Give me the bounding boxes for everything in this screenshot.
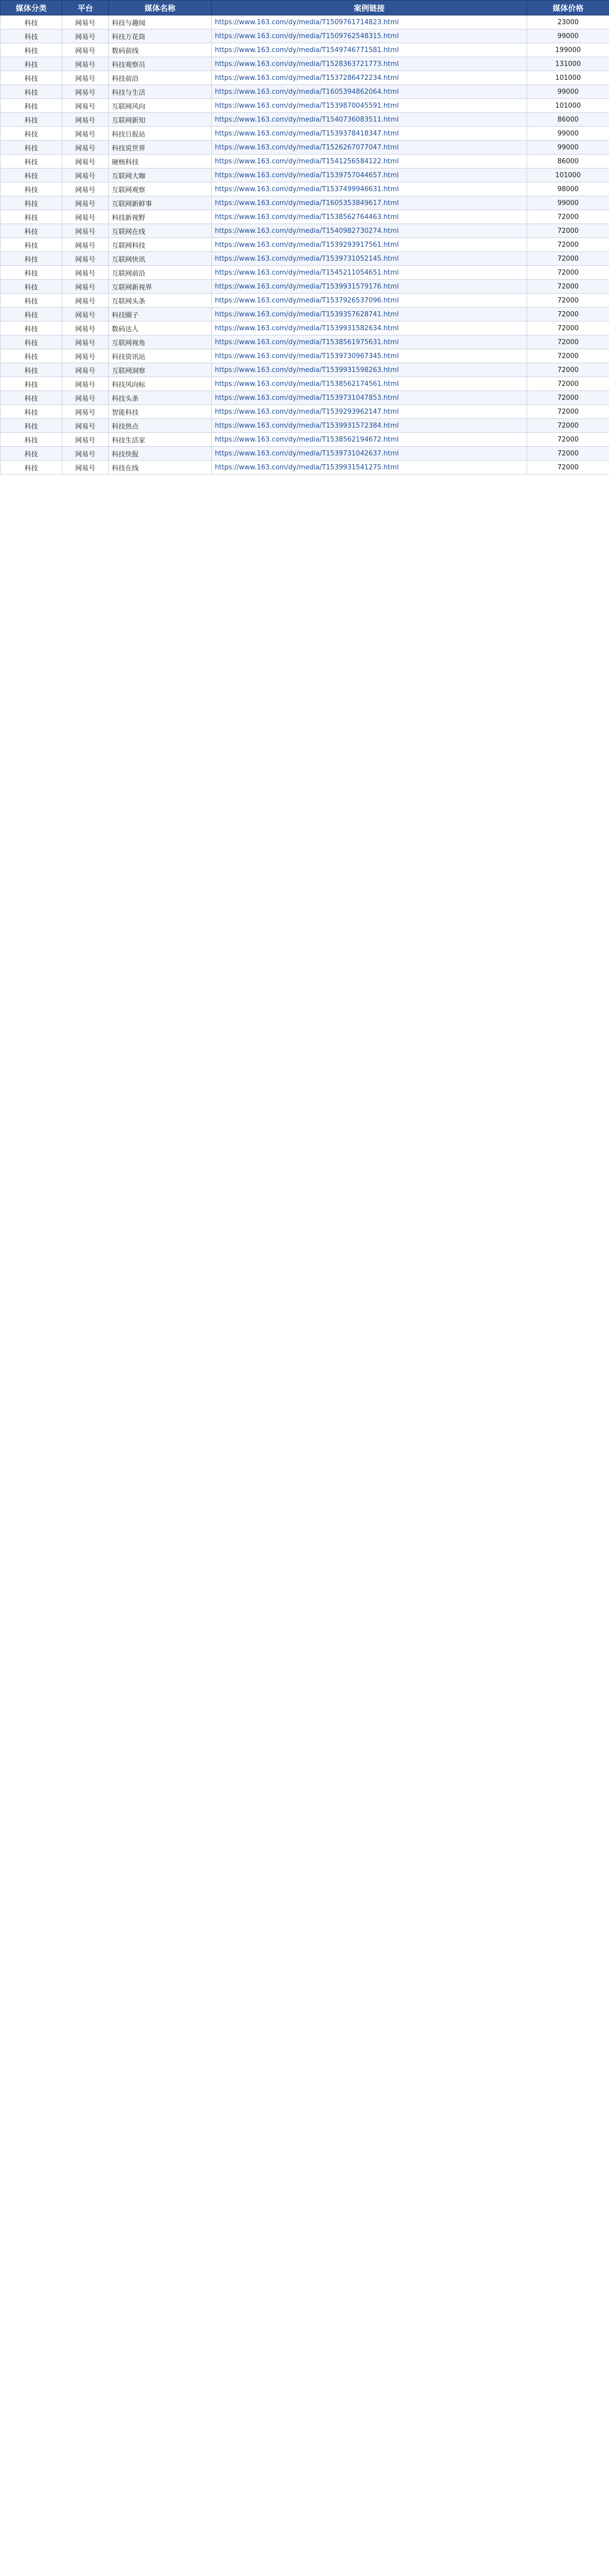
cell-platform[interactable]: 网易号 — [62, 113, 109, 127]
cell-case-link[interactable]: https://www.163.com/dy/media/T1539730967345.html — [212, 349, 527, 363]
cell-case-link[interactable]: https://www.163.com/dy/media/T1545211054651.html — [212, 266, 527, 280]
cell-category[interactable]: 科技 — [1, 266, 62, 280]
cell-case-link[interactable]: https://www.163.com/dy/media/T1539293917561.html — [212, 238, 527, 252]
cell-media-name[interactable]: 互联网头条 — [109, 294, 212, 308]
cell-price[interactable]: 99000 — [527, 196, 609, 210]
table-row — [1, 419, 609, 433]
cell-media-name[interactable]: 科技快报 — [109, 447, 212, 461]
cell-price[interactable]: 72000 — [527, 308, 609, 321]
cell-category[interactable]: 科技 — [1, 280, 62, 294]
cell-media-name[interactable]: 数码达人 — [109, 321, 212, 335]
cell-category[interactable]: 科技 — [1, 15, 62, 29]
cell-price[interactable]: 72000 — [527, 377, 609, 391]
cell-case-link[interactable]: https://www.163.com/dy/media/T1539931582634.html — [212, 321, 527, 335]
cell-platform[interactable]: 网易号 — [62, 141, 109, 155]
cell-category[interactable]: 科技 — [1, 321, 62, 335]
cell-platform[interactable]: 网易号 — [62, 252, 109, 266]
table-row — [1, 266, 609, 280]
cell-case-link[interactable]: https://www.163.com/dy/media/T1539731052145.html — [212, 252, 527, 266]
cell-case-link[interactable]: https://www.163.com/dy/media/T1526267077047.html — [212, 141, 527, 155]
cell-price[interactable]: 72000 — [527, 294, 609, 308]
cell-price[interactable]: 86000 — [527, 155, 609, 168]
cell-media-name[interactable]: 互联网在线 — [109, 224, 212, 238]
cell-category[interactable]: 科技 — [1, 71, 62, 85]
cell-platform[interactable]: 网易号 — [62, 210, 109, 224]
cell-platform[interactable]: 网易号 — [62, 363, 109, 377]
cell-platform[interactable]: 网易号 — [62, 168, 109, 182]
cell-price[interactable]: 101000 — [527, 71, 609, 85]
cell-case-link[interactable]: https://www.163.com/dy/media/T1549746771581.html — [212, 43, 527, 57]
cell-platform[interactable]: 网易号 — [62, 155, 109, 168]
cell-category[interactable]: 科技 — [1, 238, 62, 252]
cell-price[interactable]: 72000 — [527, 252, 609, 266]
table-row — [1, 447, 609, 461]
cell-platform[interactable]: 网易号 — [62, 321, 109, 335]
cell-platform[interactable]: 网易号 — [62, 71, 109, 85]
table-row — [1, 224, 609, 238]
cell-case-link[interactable]: https://www.163.com/dy/media/T1540736083511.html — [212, 113, 527, 127]
cell-media-name[interactable]: 科技与生活 — [109, 85, 212, 99]
cell-category[interactable]: 科技 — [1, 405, 62, 419]
cell-case-link[interactable]: https://www.163.com/dy/media/T1539731042637.html — [212, 447, 527, 461]
cell-media-name[interactable]: 科技日报站 — [109, 127, 212, 141]
cell-case-link[interactable]: https://www.163.com/dy/media/T1539731047853.html — [212, 391, 527, 405]
cell-media-name[interactable]: 科技头条 — [109, 391, 212, 405]
table-row — [1, 168, 609, 182]
cell-media-name[interactable]: 互联网视角 — [109, 335, 212, 349]
cell-price[interactable]: 72000 — [527, 391, 609, 405]
table-row — [1, 461, 609, 474]
cell-media-name[interactable]: 硬核科技 — [109, 155, 212, 168]
cell-category[interactable]: 科技 — [1, 99, 62, 113]
cell-category[interactable]: 科技 — [1, 433, 62, 447]
cell-platform[interactable]: 网易号 — [62, 461, 109, 474]
cell-price[interactable]: 72000 — [527, 238, 609, 252]
cell-platform[interactable]: 网易号 — [62, 294, 109, 308]
col-header-price[interactable]: 媒体价格 — [527, 1, 609, 15]
cell-platform[interactable]: 网易号 — [62, 127, 109, 141]
cell-category[interactable]: 科技 — [1, 461, 62, 474]
cell-media-name[interactable]: 互联网新鲜事 — [109, 196, 212, 210]
cell-platform[interactable]: 网易号 — [62, 29, 109, 43]
cell-case-link[interactable]: https://www.163.com/dy/media/T1538561975631.html — [212, 335, 527, 349]
cell-platform[interactable]: 网易号 — [62, 433, 109, 447]
col-header-media-name[interactable]: 媒体名称 — [109, 1, 212, 15]
cell-price[interactable]: 72000 — [527, 335, 609, 349]
cell-case-link[interactable]: https://www.163.com/dy/media/T1537926537096.html — [212, 294, 527, 308]
table-row — [1, 321, 609, 335]
table-row — [1, 391, 609, 405]
table-row — [1, 252, 609, 266]
cell-price[interactable]: 72000 — [527, 447, 609, 461]
cell-media-name[interactable]: 科技观察员 — [109, 57, 212, 71]
cell-media-name[interactable]: 科技前沿 — [109, 71, 212, 85]
col-header-platform[interactable]: 平台 — [62, 1, 109, 15]
table-row — [1, 210, 609, 224]
cell-case-link[interactable]: https://www.163.com/dy/media/T1539378418347.html — [212, 127, 527, 141]
table-row — [1, 335, 609, 349]
cell-media-name[interactable]: 科技圈子 — [109, 308, 212, 321]
cell-category[interactable]: 科技 — [1, 377, 62, 391]
cell-media-name[interactable]: 互联网前沿 — [109, 266, 212, 280]
cell-case-link[interactable]: https://www.163.com/dy/media/T1539931579176.html — [212, 280, 527, 294]
table-row — [1, 405, 609, 419]
cell-case-link[interactable]: https://www.163.com/dy/media/T1539293962147.html — [212, 405, 527, 419]
cell-platform[interactable]: 网易号 — [62, 182, 109, 196]
cell-case-link[interactable]: https://www.163.com/dy/media/T1538562174561.html — [212, 377, 527, 391]
cell-case-link[interactable]: https://www.163.com/dy/media/T1539757044657.html — [212, 168, 527, 182]
spreadsheet — [0, 0, 609, 474]
cell-category[interactable]: 科技 — [1, 294, 62, 308]
cell-case-link[interactable]: https://www.163.com/dy/media/T1509761714823.html — [212, 15, 527, 29]
cell-price[interactable]: 72000 — [527, 280, 609, 294]
cell-case-link[interactable]: https://www.163.com/dy/media/T1539931598263.html — [212, 363, 527, 377]
cell-media-name[interactable]: 科技生活家 — [109, 433, 212, 447]
cell-media-name[interactable]: 科技与趣闻 — [109, 15, 212, 29]
header-row — [1, 1, 609, 15]
table-row — [1, 29, 609, 43]
cell-category[interactable]: 科技 — [1, 182, 62, 196]
cell-price[interactable]: 99000 — [527, 141, 609, 155]
table-row — [1, 308, 609, 321]
table-row — [1, 280, 609, 294]
cell-category[interactable]: 科技 — [1, 335, 62, 349]
cell-category[interactable]: 科技 — [1, 363, 62, 377]
cell-price[interactable]: 72000 — [527, 433, 609, 447]
table-row — [1, 196, 609, 210]
cell-platform[interactable]: 网易号 — [62, 196, 109, 210]
table-row — [1, 182, 609, 196]
cell-platform[interactable]: 网易号 — [62, 447, 109, 461]
cell-price[interactable]: 72000 — [527, 405, 609, 419]
cell-price[interactable]: 101000 — [527, 99, 609, 113]
cell-case-link[interactable]: https://www.163.com/dy/media/T1539931572384.html — [212, 419, 527, 433]
cell-case-link[interactable]: https://www.163.com/dy/media/T1538562194672.html — [212, 433, 527, 447]
cell-category[interactable]: 科技 — [1, 224, 62, 238]
cell-platform[interactable]: 网易号 — [62, 224, 109, 238]
table-row — [1, 433, 609, 447]
cell-category[interactable]: 科技 — [1, 85, 62, 99]
cell-case-link[interactable]: https://www.163.com/dy/media/T1528363721773.html — [212, 57, 527, 71]
cell-case-link[interactable]: https://www.163.com/dy/media/T1509762548315.html — [212, 29, 527, 43]
media-price-table — [0, 0, 609, 474]
cell-price[interactable]: 72000 — [527, 461, 609, 474]
table-row — [1, 57, 609, 71]
cell-platform[interactable]: 网易号 — [62, 266, 109, 280]
cell-category[interactable]: 科技 — [1, 210, 62, 224]
cell-category[interactable]: 科技 — [1, 113, 62, 127]
cell-category[interactable]: 科技 — [1, 308, 62, 321]
cell-category[interactable]: 科技 — [1, 43, 62, 57]
cell-price[interactable]: 101000 — [527, 168, 609, 182]
cell-price[interactable]: 72000 — [527, 363, 609, 377]
cell-case-link[interactable]: https://www.163.com/dy/media/T1539870045591.html — [212, 99, 527, 113]
table-row — [1, 363, 609, 377]
cell-category[interactable]: 科技 — [1, 57, 62, 71]
cell-media-name[interactable]: 互联网新视界 — [109, 280, 212, 294]
table-row — [1, 349, 609, 363]
cell-case-link[interactable]: https://www.163.com/dy/media/T1537499946631.html — [212, 182, 527, 196]
cell-platform[interactable]: 网易号 — [62, 419, 109, 433]
cell-platform[interactable]: 网易号 — [62, 15, 109, 29]
table-row — [1, 294, 609, 308]
table-row — [1, 71, 609, 85]
cell-price[interactable]: 199000 — [527, 43, 609, 57]
table-body — [1, 15, 609, 474]
table-row — [1, 15, 609, 29]
cell-platform[interactable]: 网易号 — [62, 349, 109, 363]
cell-category[interactable]: 科技 — [1, 141, 62, 155]
cell-media-name[interactable]: 智能科技 — [109, 405, 212, 419]
cell-platform[interactable]: 网易号 — [62, 308, 109, 321]
cell-case-link[interactable]: https://www.163.com/dy/media/T1538562764463.html — [212, 210, 527, 224]
cell-price[interactable]: 72000 — [527, 224, 609, 238]
cell-category[interactable]: 科技 — [1, 196, 62, 210]
cell-platform[interactable]: 网易号 — [62, 405, 109, 419]
cell-media-name[interactable]: 科技说世界 — [109, 141, 212, 155]
col-header-category[interactable]: 媒体分类 — [1, 1, 62, 15]
cell-media-name[interactable]: 互联网风向 — [109, 99, 212, 113]
cell-category[interactable]: 科技 — [1, 252, 62, 266]
cell-price[interactable]: 99000 — [527, 29, 609, 43]
cell-platform[interactable]: 网易号 — [62, 377, 109, 391]
cell-category[interactable]: 科技 — [1, 349, 62, 363]
cell-media-name[interactable]: 互联网快讯 — [109, 252, 212, 266]
cell-media-name[interactable]: 科技风向标 — [109, 377, 212, 391]
table-row — [1, 113, 609, 127]
cell-case-link[interactable]: https://www.163.com/dy/media/T1605394862064.html — [212, 85, 527, 99]
table-row — [1, 377, 609, 391]
cell-category[interactable]: 科技 — [1, 391, 62, 405]
table-row — [1, 43, 609, 57]
cell-price[interactable]: 98000 — [527, 182, 609, 196]
cell-media-name[interactable]: 科技资讯站 — [109, 349, 212, 363]
cell-category[interactable]: 科技 — [1, 447, 62, 461]
cell-price[interactable]: 72000 — [527, 321, 609, 335]
cell-price[interactable]: 23000 — [527, 15, 609, 29]
table-row — [1, 155, 609, 168]
cell-platform[interactable]: 网易号 — [62, 43, 109, 57]
cell-platform[interactable]: 网易号 — [62, 85, 109, 99]
cell-media-name[interactable]: 科技在线 — [109, 461, 212, 474]
table-row — [1, 141, 609, 155]
table-row — [1, 99, 609, 113]
cell-price[interactable]: 72000 — [527, 419, 609, 433]
cell-platform[interactable]: 网易号 — [62, 391, 109, 405]
cell-category[interactable]: 科技 — [1, 29, 62, 43]
cell-media-name[interactable]: 互联网洞察 — [109, 363, 212, 377]
cell-media-name[interactable]: 数码前线 — [109, 43, 212, 57]
cell-price[interactable]: 131000 — [527, 57, 609, 71]
cell-case-link[interactable]: https://www.163.com/dy/media/T1540982730274.html — [212, 224, 527, 238]
cell-price[interactable]: 72000 — [527, 349, 609, 363]
cell-platform[interactable]: 网易号 — [62, 99, 109, 113]
cell-media-name[interactable]: 互联网大咖 — [109, 168, 212, 182]
cell-media-name[interactable]: 互联网科技 — [109, 238, 212, 252]
cell-category[interactable]: 科技 — [1, 168, 62, 182]
cell-media-name[interactable]: 科技新视野 — [109, 210, 212, 224]
cell-category[interactable]: 科技 — [1, 419, 62, 433]
cell-media-name[interactable]: 科技万花筒 — [109, 29, 212, 43]
cell-media-name[interactable]: 科技热点 — [109, 419, 212, 433]
cell-case-link[interactable]: https://www.163.com/dy/media/T1541256584122.html — [212, 155, 527, 168]
cell-price[interactable]: 86000 — [527, 113, 609, 127]
cell-price[interactable]: 72000 — [527, 210, 609, 224]
cell-media-name[interactable]: 互联网观察 — [109, 182, 212, 196]
col-header-case-link[interactable]: 案例链接 — [212, 1, 527, 15]
table-row — [1, 238, 609, 252]
cell-platform[interactable]: 网易号 — [62, 280, 109, 294]
cell-category[interactable]: 科技 — [1, 155, 62, 168]
cell-media-name[interactable]: 互联网新知 — [109, 113, 212, 127]
cell-platform[interactable]: 网易号 — [62, 238, 109, 252]
cell-price[interactable]: 99000 — [527, 85, 609, 99]
cell-platform[interactable]: 网易号 — [62, 335, 109, 349]
cell-case-link[interactable]: https://www.163.com/dy/media/T1539931541275.html — [212, 461, 527, 474]
cell-price[interactable]: 99000 — [527, 127, 609, 141]
cell-platform[interactable]: 网易号 — [62, 57, 109, 71]
table-row — [1, 85, 609, 99]
cell-price[interactable]: 72000 — [527, 266, 609, 280]
cell-case-link[interactable]: https://www.163.com/dy/media/T1605353849617.html — [212, 196, 527, 210]
table-row — [1, 127, 609, 141]
cell-case-link[interactable]: https://www.163.com/dy/media/T1539357628741.html — [212, 308, 527, 321]
cell-category[interactable]: 科技 — [1, 127, 62, 141]
cell-case-link[interactable]: https://www.163.com/dy/media/T1537286472234.html — [212, 71, 527, 85]
